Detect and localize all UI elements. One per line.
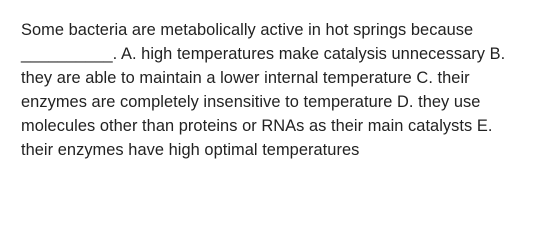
question-line: __________. A. high temperatures make catalysis unnecessary B. [21, 45, 506, 63]
question-line: enzymes are completely insensitive to temperature D. they use [21, 93, 481, 111]
question-line: Some bacteria are metabolically active in hot springs because [21, 21, 474, 39]
question-line: their enzymes have high optimal temperatures [21, 141, 360, 159]
question-line: they are able to maintain a lower internal temperature C. their [21, 69, 470, 87]
question-text [21, 18, 549, 162]
question-line: molecules other than proteins or RNAs as their main catalysts E. [21, 117, 493, 135]
